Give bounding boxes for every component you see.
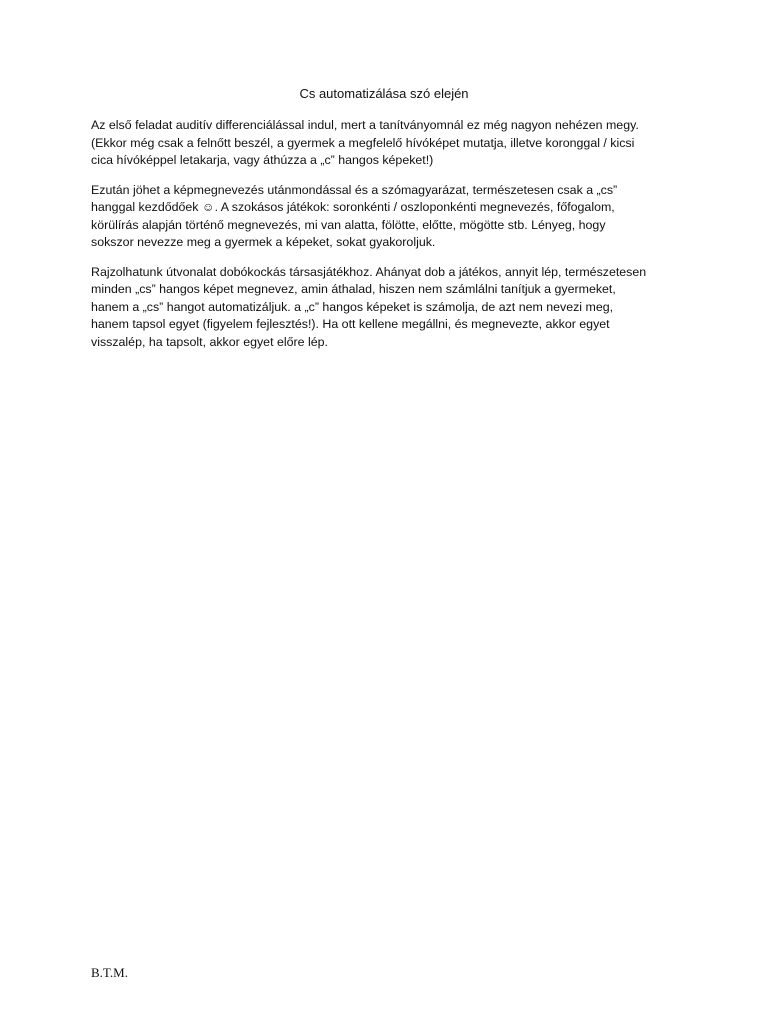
text-line: visszalép, ha tapsolt, akkor egyet előre lép. — [91, 334, 328, 349]
text-line: Az első feladat auditív differenciálással indul, mert a tanítványomnál ez még nagyon nehézen megy. — [91, 118, 639, 132]
text-line: minden „cs” hangos képet megnevez, amin áthalad, hiszen nem számlálni tanítjuk a gyermeket, — [91, 282, 616, 296]
document-title: Cs automatizálása szó elején — [299, 86, 469, 101]
text-line: (Ekkor még csak a felnőtt beszél, a gyermek a megfelelő hívóképet mutatja, illetve koronggal / kicsi — [91, 135, 635, 150]
paragraph-3 — [91, 264, 681, 352]
footer-initials: B.T.M. — [91, 965, 128, 980]
paragraph-1 — [91, 117, 681, 170]
text-line: körülírás alapján történő megnevezés, mi van alatta, fölötte, előtte, mögötte stb. Lényeg, hogy — [91, 217, 606, 232]
text-line: Ezután jöhet a képmegnevezés utánmondással és a szómagyarázat, természetesen csak a „cs” — [91, 182, 618, 197]
text-line: Rajzolhatunk útvonalat dobókockás társasjátékhoz. Ahányat dob a játékos, annyit lép, természetesen — [91, 264, 647, 279]
text-line: hanggal kezdődőek ☺. A szokásos játékok: soronkénti / oszloponkénti megnevezés, főfogalom, — [91, 200, 615, 214]
document-body — [91, 117, 681, 363]
paragraph-2 — [91, 182, 681, 252]
text-line: sokszor nevezze meg a gyermek a képeket, sokat gyakoroljuk. — [91, 235, 436, 249]
text-line: hanem a „cs” hangot automatizáljuk. a „c” hangos képeket is számolja, de azt nem nevezi meg, — [91, 299, 614, 314]
text-line: cica hívóképpel letakarja, vagy áthúzza a „c” hangos képeket!) — [91, 153, 434, 167]
text-line: hanem tapsol egyet (figyelem fejlesztés!). Ha ott kellene megállni, és megnevezte, akkor egyet — [91, 317, 610, 331]
